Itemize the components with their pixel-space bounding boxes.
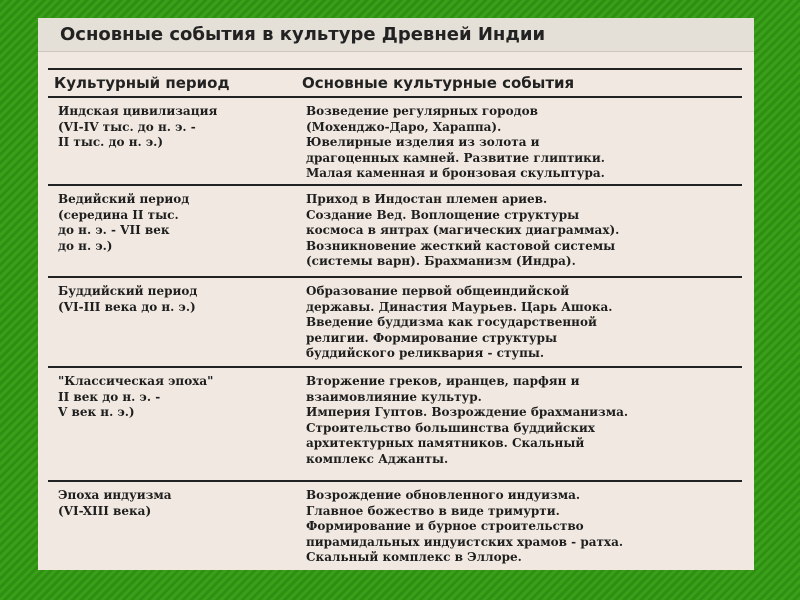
event-line: Империя Гуптов. Возрождение брахманизма. — [306, 405, 629, 419]
event-line: Ювелирные изделия из золота и — [306, 135, 540, 149]
period-line: Эпоха индуизма — [58, 488, 172, 502]
event-line: Приход в Индостан племен ариев. — [306, 192, 548, 206]
period-line: Буддийский период — [58, 284, 198, 298]
event-line: Главное божество в виде тримурти. — [306, 503, 560, 518]
period-line: (VI-IV тыс. до н. э. - — [58, 119, 196, 134]
events-cell — [306, 488, 742, 564]
event-line: Создание Вед. Воплощение структуры — [306, 207, 580, 222]
event-line: космоса в янтрах (магических диаграммах). — [306, 223, 620, 237]
event-line: Формирование и бурное строительство — [306, 519, 584, 533]
event-line: Вторжение греков, иранцев, парфян и — [306, 374, 580, 388]
events-cell — [306, 104, 742, 184]
slide-title: Основные события в культуре Древней Индии — [38, 18, 754, 52]
event-line: Образование первой общеиндийской — [306, 284, 570, 298]
period-line: до н. э. - VII век — [58, 223, 170, 237]
event-line: (Мохенджо-Даро, Хараппа). — [306, 119, 502, 134]
period-line: до н. э.) — [58, 238, 113, 253]
period-line: (VI-XIII века) — [58, 503, 152, 518]
header-period: Культурный период — [54, 74, 230, 92]
events-table — [48, 68, 742, 564]
event-line: Малая каменная и бронзовая скульптура. — [306, 166, 605, 180]
table-row — [48, 98, 742, 184]
table-row — [48, 368, 742, 480]
event-line: Возрождение обновленного индуизма. — [306, 488, 581, 502]
period-cell — [48, 284, 306, 366]
event-line: комплекс Аджанты. — [306, 451, 449, 466]
table-header — [48, 70, 742, 96]
event-line: буддийского реликвария - ступы. — [306, 346, 545, 360]
period-cell — [48, 104, 306, 184]
event-line: Строительство большинства буддийских — [306, 420, 595, 435]
period-line: (VI-III века до н. э.) — [58, 299, 196, 314]
event-line: пирамидальных индуистских храмов - ратха. — [306, 534, 624, 549]
period-line: II век до н. э. - — [58, 389, 161, 404]
period-cell — [48, 192, 306, 276]
table-row — [48, 186, 742, 276]
event-line: Возникновение жесткий кастовой системы — [306, 238, 616, 253]
event-line: архитектурных памятников. Скальный — [306, 436, 585, 450]
table-row — [48, 482, 742, 564]
event-line: державы. Династия Маурьев. Царь Ашока. — [306, 299, 613, 314]
table-row — [48, 278, 742, 366]
event-line: религии. Формирование структуры — [306, 330, 558, 345]
event-line: драгоценных камней. Развитие глиптики. — [306, 150, 605, 165]
event-line: Скальный комплекс в Эллоре. — [306, 550, 522, 564]
events-cell — [306, 374, 742, 480]
period-line: Индская цивилизация — [58, 104, 218, 118]
period-line: (середина II тыс. — [58, 207, 179, 222]
event-line: взаимовлияние культур. — [306, 389, 482, 404]
event-line: Введение буддизма как государственной — [306, 315, 597, 329]
event-line: Возведение регулярных городов — [306, 104, 538, 118]
period-cell — [48, 374, 306, 480]
events-cell — [306, 192, 742, 276]
period-line: V век н. э.) — [58, 405, 135, 419]
period-line: Ведийский период — [58, 192, 190, 206]
slide — [38, 18, 754, 570]
period-line: "Классическая эпоха" — [58, 374, 214, 388]
period-line: II тыс. до н. э.) — [58, 135, 164, 149]
events-cell — [306, 284, 742, 366]
header-events: Основные культурные события — [302, 74, 575, 92]
period-cell — [48, 488, 306, 564]
event-line: (системы варн). Брахманизм (Индра). — [306, 254, 576, 268]
